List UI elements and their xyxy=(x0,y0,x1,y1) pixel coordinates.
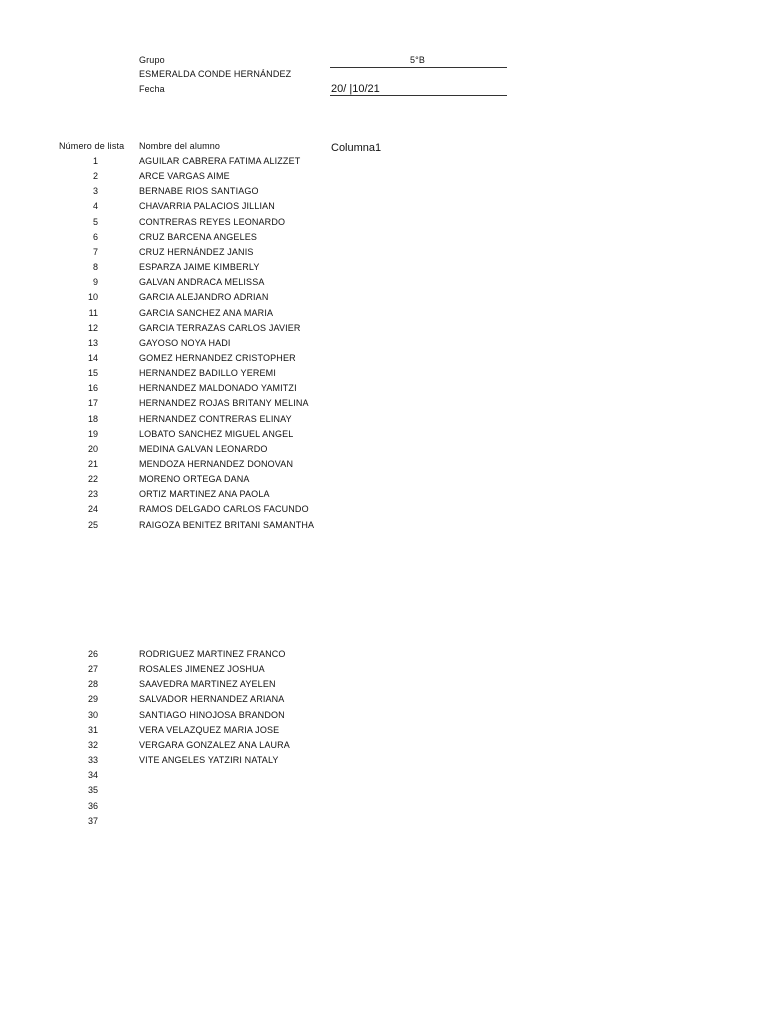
student-name: VITE ANGELES YATZIRI NATALY xyxy=(139,755,279,765)
row-number: 5 xyxy=(92,217,98,227)
row-number: 19 xyxy=(87,429,98,439)
row-number: 14 xyxy=(87,353,98,363)
student-name: RAIGOZA BENITEZ BRITANI SAMANTHA xyxy=(139,520,315,530)
student-name: MORENO ORTEGA DANA xyxy=(139,474,250,484)
student-name: RAMOS DELGADO CARLOS FACUNDO xyxy=(139,504,309,514)
student-name: GARCIA TERRAZAS CARLOS JAVIER xyxy=(139,323,301,333)
student-name: CRUZ HERNÁNDEZ JANIS xyxy=(139,247,254,257)
row-number: 18 xyxy=(87,414,98,424)
column-header-number: Número de lista xyxy=(59,141,125,151)
row-number: 36 xyxy=(87,801,98,811)
row-number: 20 xyxy=(87,444,98,454)
fecha-label: Fecha xyxy=(139,84,165,94)
column-header-name: Nombre del alumno xyxy=(139,141,221,151)
row-number: 27 xyxy=(87,664,98,674)
row-number: 26 xyxy=(87,649,98,659)
row-number: 21 xyxy=(87,459,98,469)
student-name: BERNABE RIOS SANTIAGO xyxy=(139,186,259,196)
row-number: 35 xyxy=(87,785,98,795)
row-number: 8 xyxy=(92,262,98,272)
row-number: 3 xyxy=(92,186,98,196)
row-number: 4 xyxy=(92,201,98,211)
row-number: 33 xyxy=(87,755,98,765)
row-number: 23 xyxy=(87,489,98,499)
student-name: MEDINA GALVAN LEONARDO xyxy=(139,444,268,454)
grupo-label: Grupo xyxy=(139,55,165,65)
student-name: CONTRERAS REYES LEONARDO xyxy=(139,217,286,227)
row-number: 10 xyxy=(87,292,98,302)
row-number: 24 xyxy=(87,504,98,514)
student-name: GALVAN ANDRACA MELISSA xyxy=(139,277,265,287)
row-number: 13 xyxy=(87,338,98,348)
student-name: HERNANDEZ MALDONADO YAMITZI xyxy=(139,383,297,393)
row-number: 31 xyxy=(87,725,98,735)
fecha-value: 20/ |10/21 xyxy=(331,83,380,95)
student-name: AGUILAR CABRERA FATIMA ALIZZET xyxy=(139,156,301,166)
row-number: 7 xyxy=(92,247,98,257)
student-name: VERGARA GONZALEZ ANA LAURA xyxy=(139,740,290,750)
student-name: GOMEZ HERNANDEZ CRISTOPHER xyxy=(139,353,296,363)
student-name: HERNANDEZ CONTRERAS ELINAY xyxy=(139,414,292,424)
row-number: 15 xyxy=(87,368,98,378)
row-number: 17 xyxy=(87,398,98,408)
student-name: LOBATO SANCHEZ MIGUEL ANGEL xyxy=(139,429,294,439)
row-number: 11 xyxy=(88,308,98,318)
student-name: CHAVARRIA PALACIOS JILLIAN xyxy=(139,201,275,211)
student-name: ESPARZA JAIME KIMBERLY xyxy=(139,262,260,272)
student-name: SALVADOR HERNANDEZ ARIANA xyxy=(139,694,285,704)
student-name: HERNANDEZ ROJAS BRITANY MELINA xyxy=(139,398,309,408)
student-name: VERA VELAZQUEZ MARIA JOSE xyxy=(139,725,280,735)
student-name: RODRIGUEZ MARTINEZ FRANCO xyxy=(139,649,286,659)
row-number: 34 xyxy=(87,770,98,780)
student-name: SANTIAGO HINOJOSA BRANDON xyxy=(139,710,285,720)
fecha-underline xyxy=(330,95,507,96)
column-header-extra: Columna1 xyxy=(331,142,382,154)
student-name: GARCIA ALEJANDRO ADRIAN xyxy=(139,292,269,302)
row-number: 1 xyxy=(92,156,98,166)
grupo-value: 5°B xyxy=(410,55,426,65)
student-name: ORTIZ MARTINEZ ANA PAOLA xyxy=(139,489,270,499)
row-number: 30 xyxy=(87,710,98,720)
student-name: GAYOSO NOYA HADI xyxy=(139,338,231,348)
teacher-name: ESMERALDA CONDE HERNÁNDEZ xyxy=(139,69,292,79)
row-number: 12 xyxy=(87,323,98,333)
row-number: 28 xyxy=(87,679,98,689)
row-number: 22 xyxy=(87,474,98,484)
student-name: HERNANDEZ BADILLO YEREMI xyxy=(139,368,276,378)
student-name: MENDOZA HERNANDEZ DONOVAN xyxy=(139,459,294,469)
row-number: 16 xyxy=(87,383,98,393)
student-name: ARCE VARGAS AIME xyxy=(139,171,230,181)
student-name: SAAVEDRA MARTINEZ AYELEN xyxy=(139,679,276,689)
student-name: GARCIA SANCHEZ ANA MARIA xyxy=(139,308,274,318)
student-name: CRUZ BARCENA ANGELES xyxy=(139,232,258,242)
row-number: 2 xyxy=(92,171,98,181)
row-number: 32 xyxy=(87,740,98,750)
grupo-underline xyxy=(330,67,507,68)
student-name: ROSALES JIMENEZ JOSHUA xyxy=(139,664,265,674)
row-number: 29 xyxy=(87,694,98,704)
row-number: 6 xyxy=(92,232,98,242)
row-number: 25 xyxy=(87,520,98,530)
row-number: 9 xyxy=(92,277,98,287)
row-number: 37 xyxy=(87,816,98,826)
